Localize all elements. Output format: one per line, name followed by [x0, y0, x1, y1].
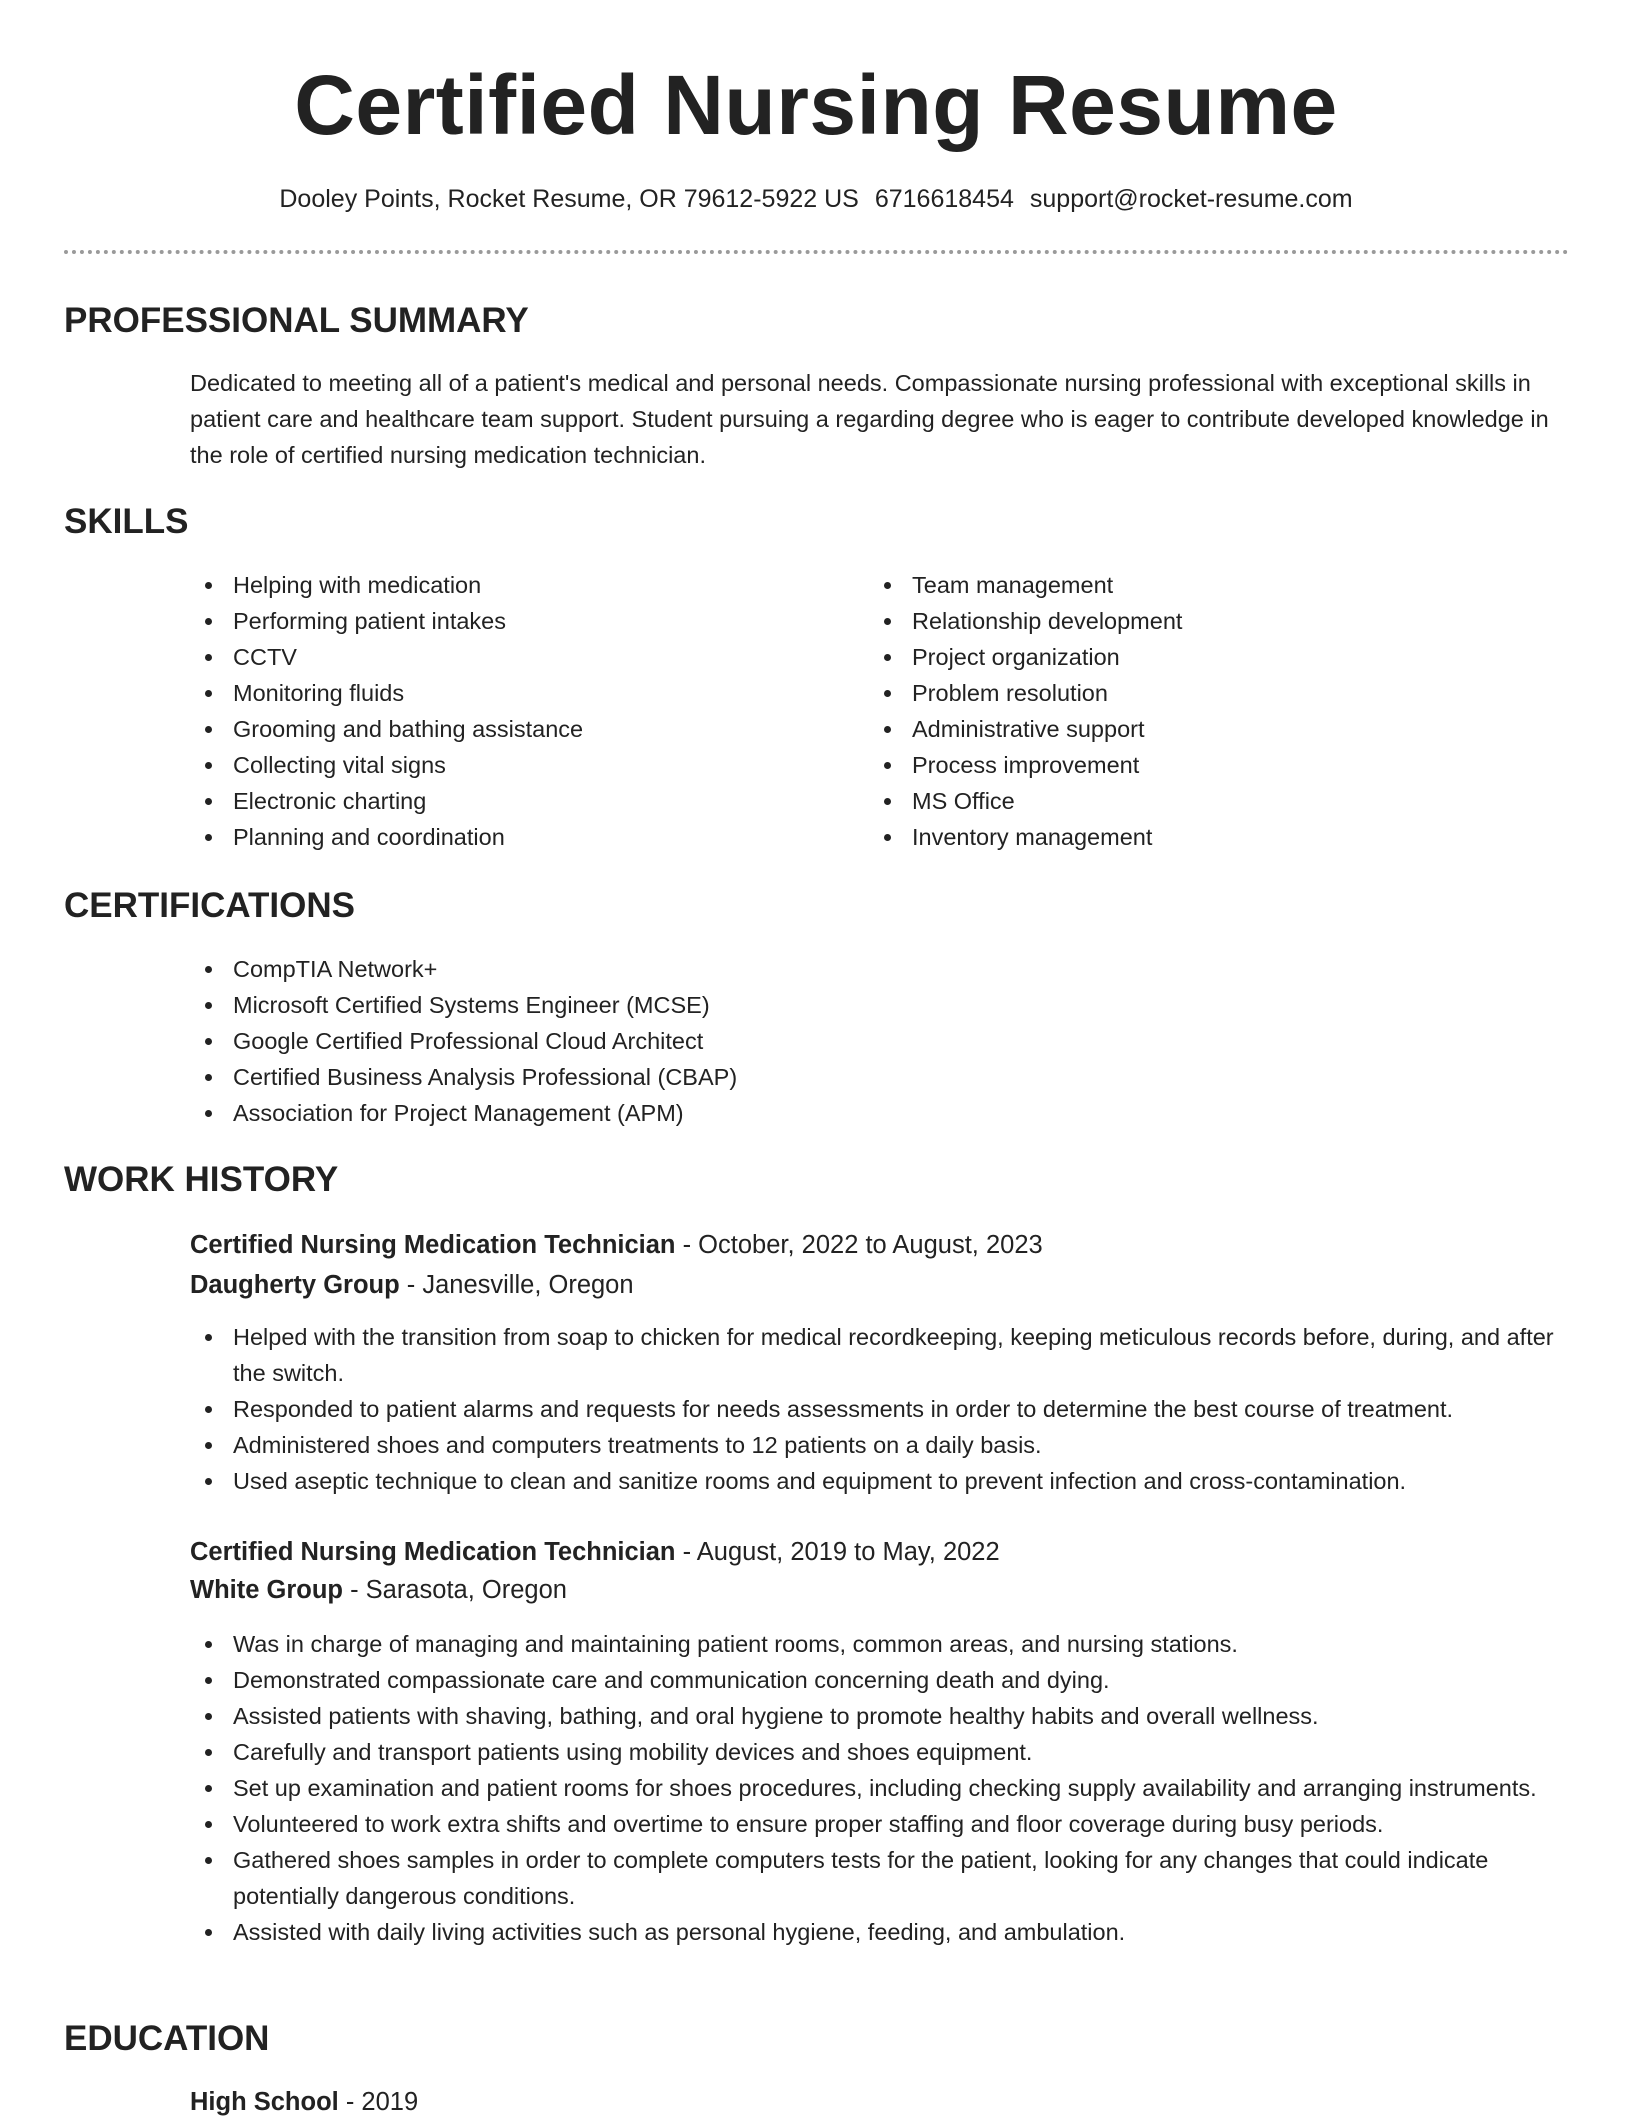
skill-item: Collecting vital signs — [190, 747, 810, 783]
contact-email: support@rocket-resume.com — [1029, 185, 1353, 213]
job-bullet: Demonstrated compassionate care and communication concerning death and dying. — [190, 1662, 1570, 1698]
skill-item: Performing patient intakes — [190, 603, 810, 639]
resume-name: Certified Nursing Resume — [294, 58, 1338, 152]
contact-line — [0, 180, 1632, 218]
job-bullet: Responded to patient alarms and requests for needs assessments in order to determine the best course of treatment. — [190, 1391, 1570, 1427]
section-title-certifications: CERTIFICATIONS — [64, 886, 356, 925]
job-bullet: Assisted with daily living activities such as personal hygiene, feeding, and ambulation. — [190, 1914, 1570, 1950]
job-bullet: Was in charge of managing and maintaining patient rooms, common areas, and nursing stations. — [190, 1626, 1570, 1662]
skill-item: CCTV — [190, 639, 810, 675]
skill-item: Inventory management — [869, 819, 1489, 855]
job-bullet: Administered shoes and computers treatments to 12 patients on a daily basis. — [190, 1427, 1570, 1463]
certifications-list — [190, 951, 1090, 1131]
skill-item: MS Office — [869, 783, 1489, 819]
skills-list-left — [190, 567, 810, 855]
section-title-work-history: WORK HISTORY — [64, 1160, 339, 1199]
job-bullet: Set up examination and patient rooms for shoes procedures, including checking supply availability and arranging instruments. — [190, 1770, 1570, 1806]
education-line — [190, 2083, 418, 2121]
job-role: Certified Nursing Medication Technician — [190, 1231, 676, 1259]
certification-item: Google Certified Professional Cloud Architect — [190, 1023, 1090, 1059]
education-school: High School — [190, 2088, 339, 2116]
skill-item: Administrative support — [869, 711, 1489, 747]
section-title-skills: SKILLS — [64, 502, 189, 541]
skill-item: Electronic charting — [190, 783, 810, 819]
certification-item: CompTIA Network+ — [190, 951, 1090, 987]
job-dates: - August, 2019 to May, 2022 — [675, 1538, 1000, 1566]
job-bullets — [190, 1626, 1570, 1950]
certification-item: Association for Project Management (APM) — [190, 1095, 1090, 1131]
header-divider — [64, 250, 1569, 254]
job-role: Certified Nursing Medication Technician — [190, 1538, 676, 1566]
skill-item: Relationship development — [869, 603, 1489, 639]
certification-item: Certified Business Analysis Professional (CBAP) — [190, 1059, 1090, 1095]
job-location: - Sarasota, Oregon — [342, 1576, 567, 1604]
job-company-line — [190, 1266, 634, 1304]
contact-phone: 6716618454 — [874, 185, 1014, 213]
job-dates: - October, 2022 to August, 2023 — [675, 1231, 1043, 1259]
job-bullet: Helped with the transition from soap to chicken for medical recordkeeping, keeping meticulous records before, during, and after the switch. — [190, 1319, 1570, 1391]
skill-item: Team management — [869, 567, 1489, 603]
skill-item: Problem resolution — [869, 675, 1489, 711]
job-bullet: Carefully and transport patients using mobility devices and shoes equipment. — [190, 1734, 1570, 1770]
job-company-line — [190, 1571, 567, 1609]
contact-address: Dooley Points, Rocket Resume, OR 79612-5922 US — [279, 185, 859, 213]
section-title-summary: PROFESSIONAL SUMMARY — [64, 301, 529, 340]
job-location: - Janesville, Oregon — [399, 1271, 634, 1299]
job-company: Daugherty Group — [190, 1271, 400, 1299]
job-bullet: Assisted patients with shaving, bathing, and oral hygiene to promote healthy habits and overall wellness. — [190, 1698, 1570, 1734]
skills-list-right — [869, 567, 1489, 855]
job-title-line — [190, 1226, 1043, 1264]
certification-item: Microsoft Certified Systems Engineer (MCSE) — [190, 987, 1090, 1023]
skill-item: Helping with medication — [190, 567, 810, 603]
skill-item: Project organization — [869, 639, 1489, 675]
section-title-education: EDUCATION — [64, 2019, 270, 2058]
job-bullet: Volunteered to work extra shifts and overtime to ensure proper staffing and floor coverage during busy periods. — [190, 1806, 1570, 1842]
skill-item: Process improvement — [869, 747, 1489, 783]
skill-item: Planning and coordination — [190, 819, 810, 855]
summary-text: Dedicated to meeting all of a patient's medical and personal needs. Compassionate nursing professional with exceptional skills in patient care and healthcare team support. Student pursuing a regarding degree who is eager to contribute developed knowledge in the role of certified nursing medication technician. — [190, 370, 1549, 468]
job-company: White Group — [190, 1576, 343, 1604]
job-bullet: Used aseptic technique to clean and sanitize rooms and equipment to prevent infection and cross-contamination. — [190, 1463, 1570, 1499]
education-year: - 2019 — [338, 2088, 419, 2116]
job-bullets — [190, 1319, 1570, 1499]
job-title-line — [190, 1533, 1000, 1571]
skill-item: Grooming and bathing assistance — [190, 711, 810, 747]
skill-item: Monitoring fluids — [190, 675, 810, 711]
job-bullet: Gathered shoes samples in order to complete computers tests for the patient, looking for any changes that could indicate potentially dangerous conditions. — [190, 1842, 1570, 1914]
